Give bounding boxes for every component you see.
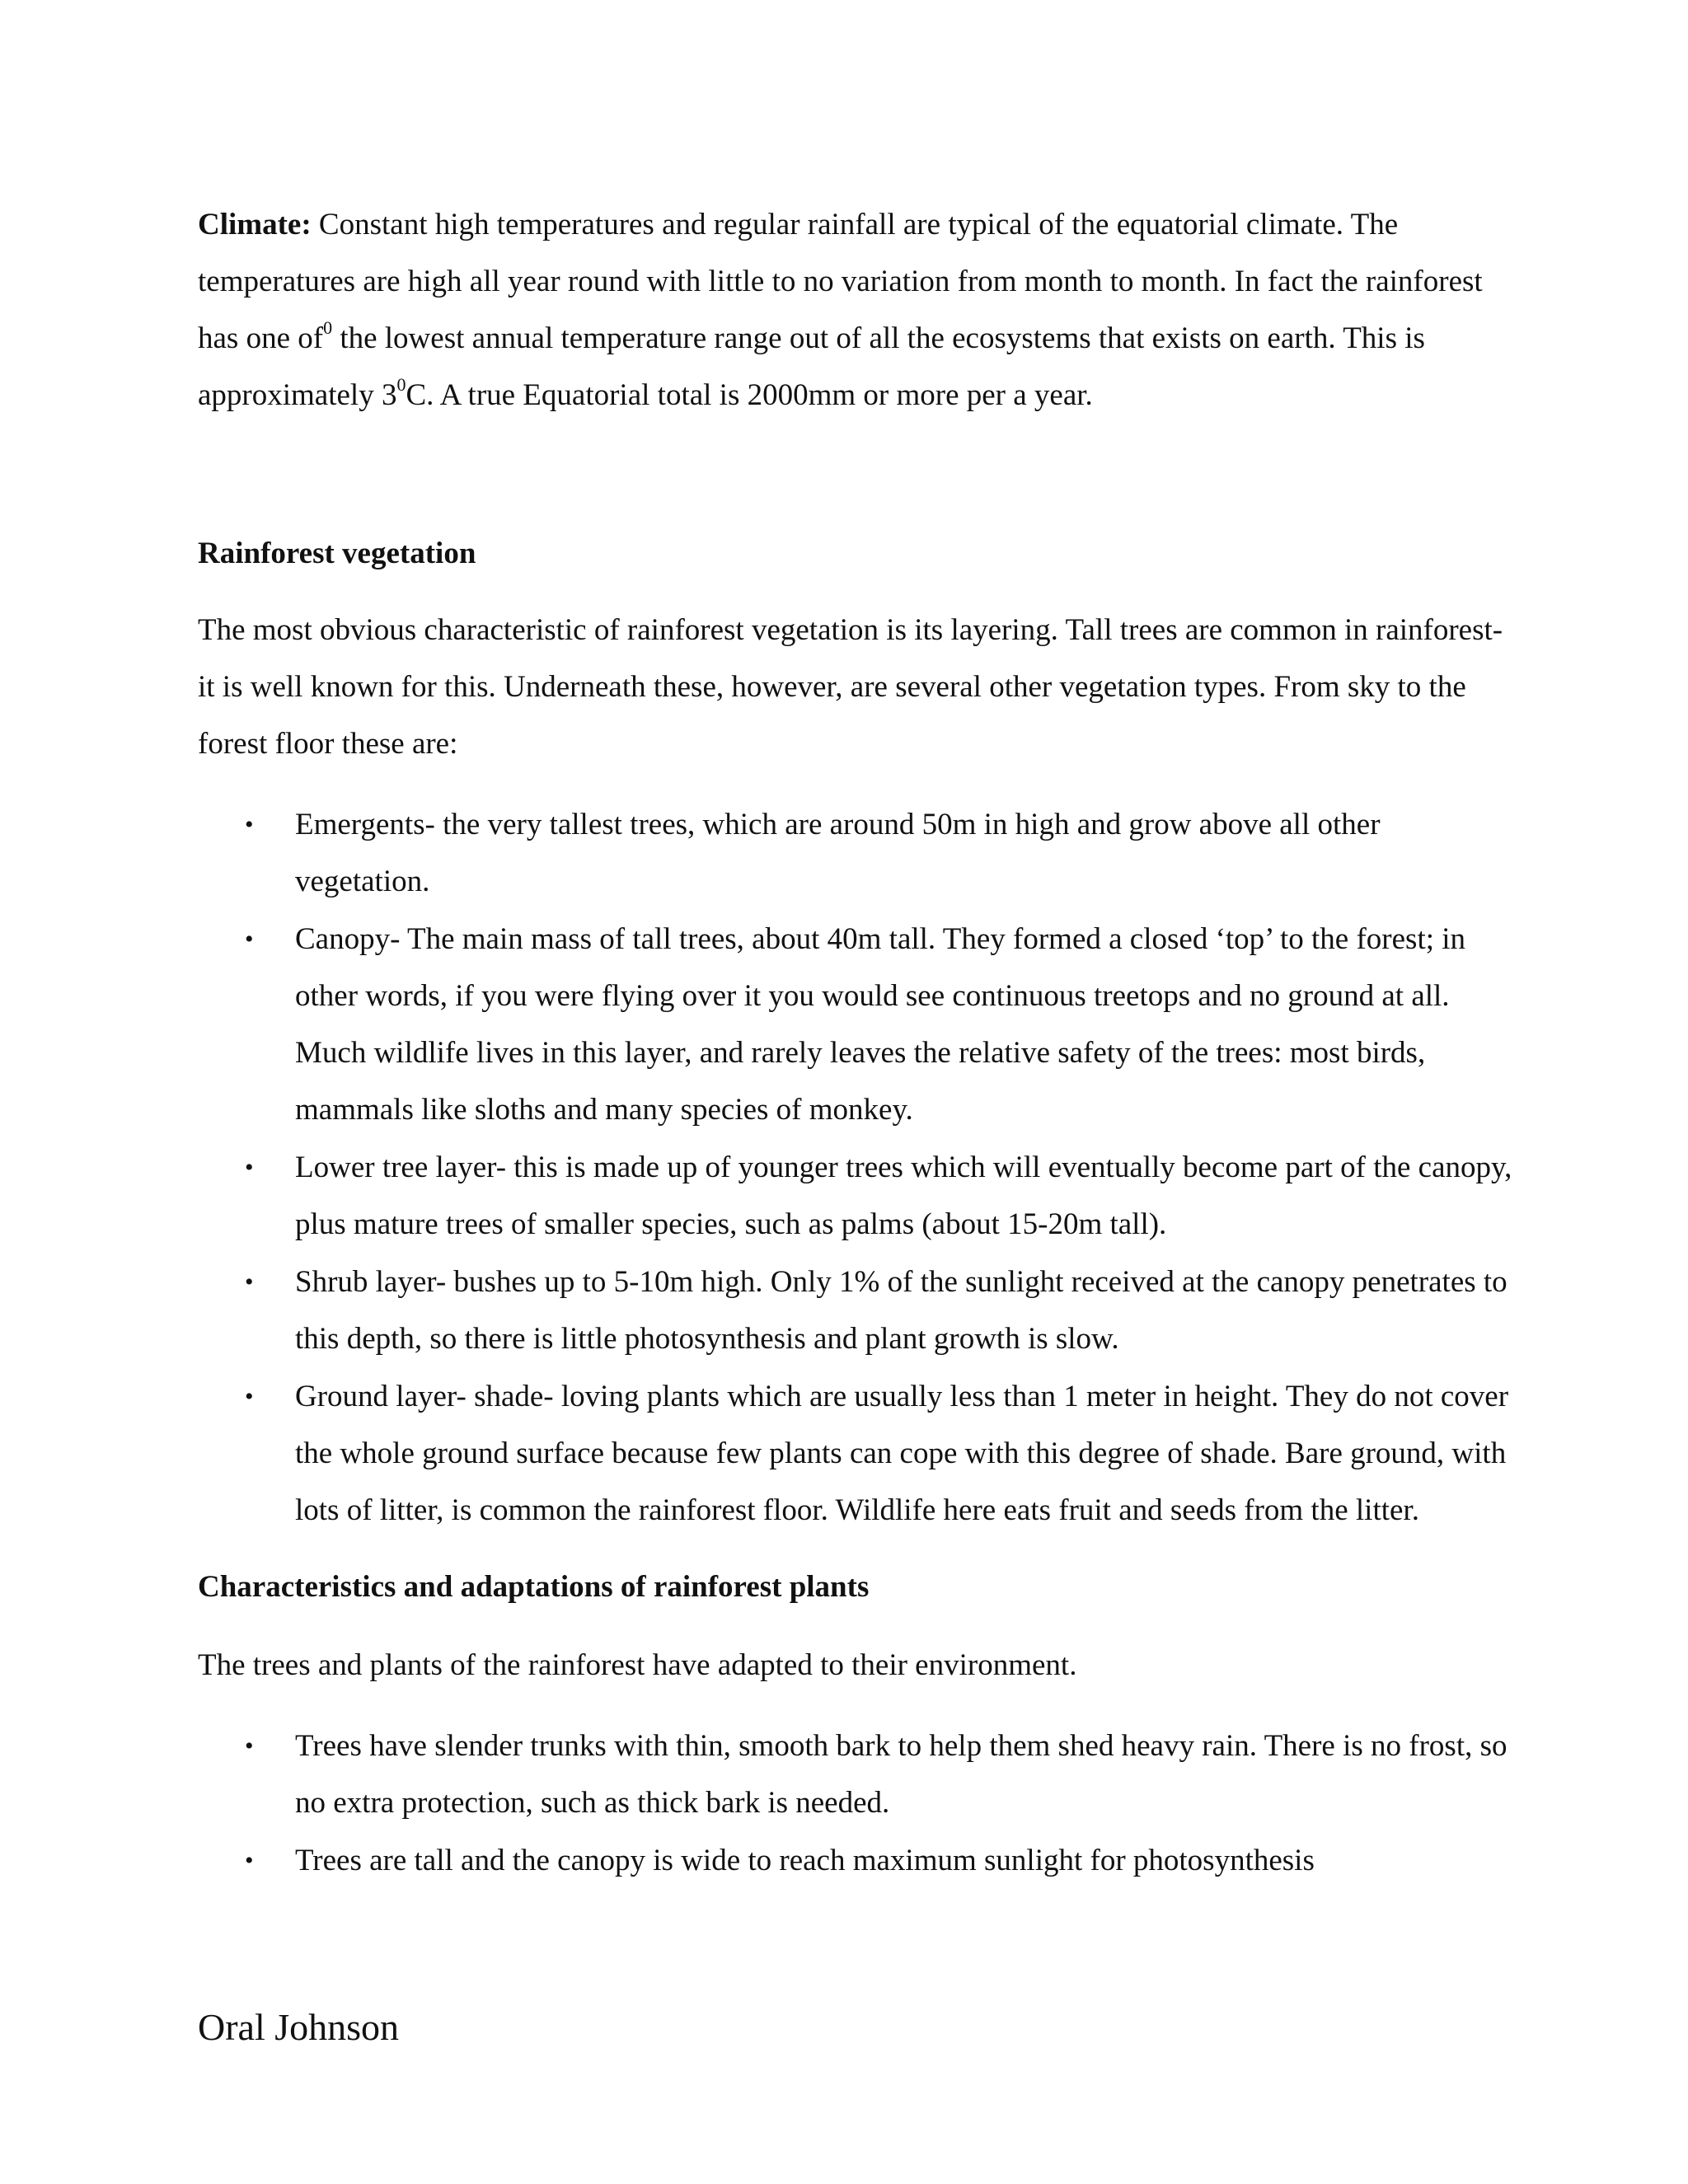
bullet-icon: • [245,1268,254,1296]
list-item-text: Trees have slender trunks with thin, smooth bark to help them shed heavy rain. There is no frost, so no extra protection, such as thick bark is needed. [295,1729,1507,1820]
author-footer: Oral Johnson [198,2006,400,2048]
vegetation-intro: The most obvious characteristic of rainforest vegetation is its layering. Tall trees are common in rainforest- it is well known for this. Underneath these, however, are several other vegetation types. From sky to the forest floor these are: [198,613,1503,761]
list-item-text: Canopy- The main mass of tall trees, about 40m tall. They formed a closed ‘top’ to the forest; in other words, if you were flying over it you would see continuous treetops and no ground at all. Much wildlife lives in this layer, and rarely leaves the relative safety of the trees: most birds, mammals like sloths and many species of monkey. [295,922,1466,1127]
list-item [198,796,1517,910]
climate-paragraph [198,196,1517,424]
list-item [198,911,1517,1138]
vegetation-heading: Rainforest vegetation [198,537,476,570]
list-item [198,1254,1517,1367]
climate-superscript-b: 0 [396,373,406,395]
list-item [198,1139,1517,1253]
bullet-icon: • [245,1847,254,1874]
list-item [198,1368,1517,1539]
bullet-icon: • [245,926,254,953]
climate-text-b: the lowest annual temperature range out of all the ecosystems that exists on earth. This is approximately 3 [198,321,1425,412]
list-item-text: Ground layer- shade- loving plants which are usually less than 1 meter in height. They do not cover the whole ground surface because few plants can cope with this degree of shade. Bare ground, with lots of litter, is common the rainforest floor. Wildlife here eats fruit and seeds from the litter. [295,1380,1509,1527]
list-item [198,1718,1517,1831]
bullet-icon: • [245,1154,254,1181]
climate-superscript-a: 0 [323,316,333,338]
list-item-text: Emergents- the very tallest trees, which are around 50m in high and grow above all other vegetation. [295,808,1381,898]
list-item-text: Lower tree layer- this is made up of younger trees which will eventually become part of the canopy, plus mature trees of smaller species, such as palms (about 15-20m tall). [295,1151,1512,1241]
climate-text-c: C. A true Equatorial total is 2000mm or more per a year. [406,378,1093,412]
bullet-icon: • [245,811,254,838]
list-item-text: Trees are tall and the canopy is wide to reach maximum sunlight for photosynthesis [295,1844,1315,1877]
bullet-icon: • [245,1732,254,1760]
adaptations-heading: Characteristics and adaptations of rainforest plants [198,1570,870,1604]
adaptations-intro: The trees and plants of the rainforest have adapted to their environment. [198,1648,1077,1682]
vegetation-layer-list [198,796,1517,1539]
list-item-text: Shrub layer- bushes up to 5-10m high. Only 1% of the sunlight received at the canopy penetrates to this depth, so there is little photosynthesis and plant growth is slow. [295,1265,1507,1356]
climate-label: Climate: [198,208,312,241]
adaptations-list [198,1718,1517,1889]
bullet-icon: • [245,1383,254,1410]
list-item [198,1832,1517,1889]
document-body [198,196,1517,1890]
climate-text-a: Constant high temperatures and regular rainfall are typical of the equatorial climate. The temperatures are high all year round with little to no variation from month to month. In fact the rainforest has one of [198,208,1483,355]
